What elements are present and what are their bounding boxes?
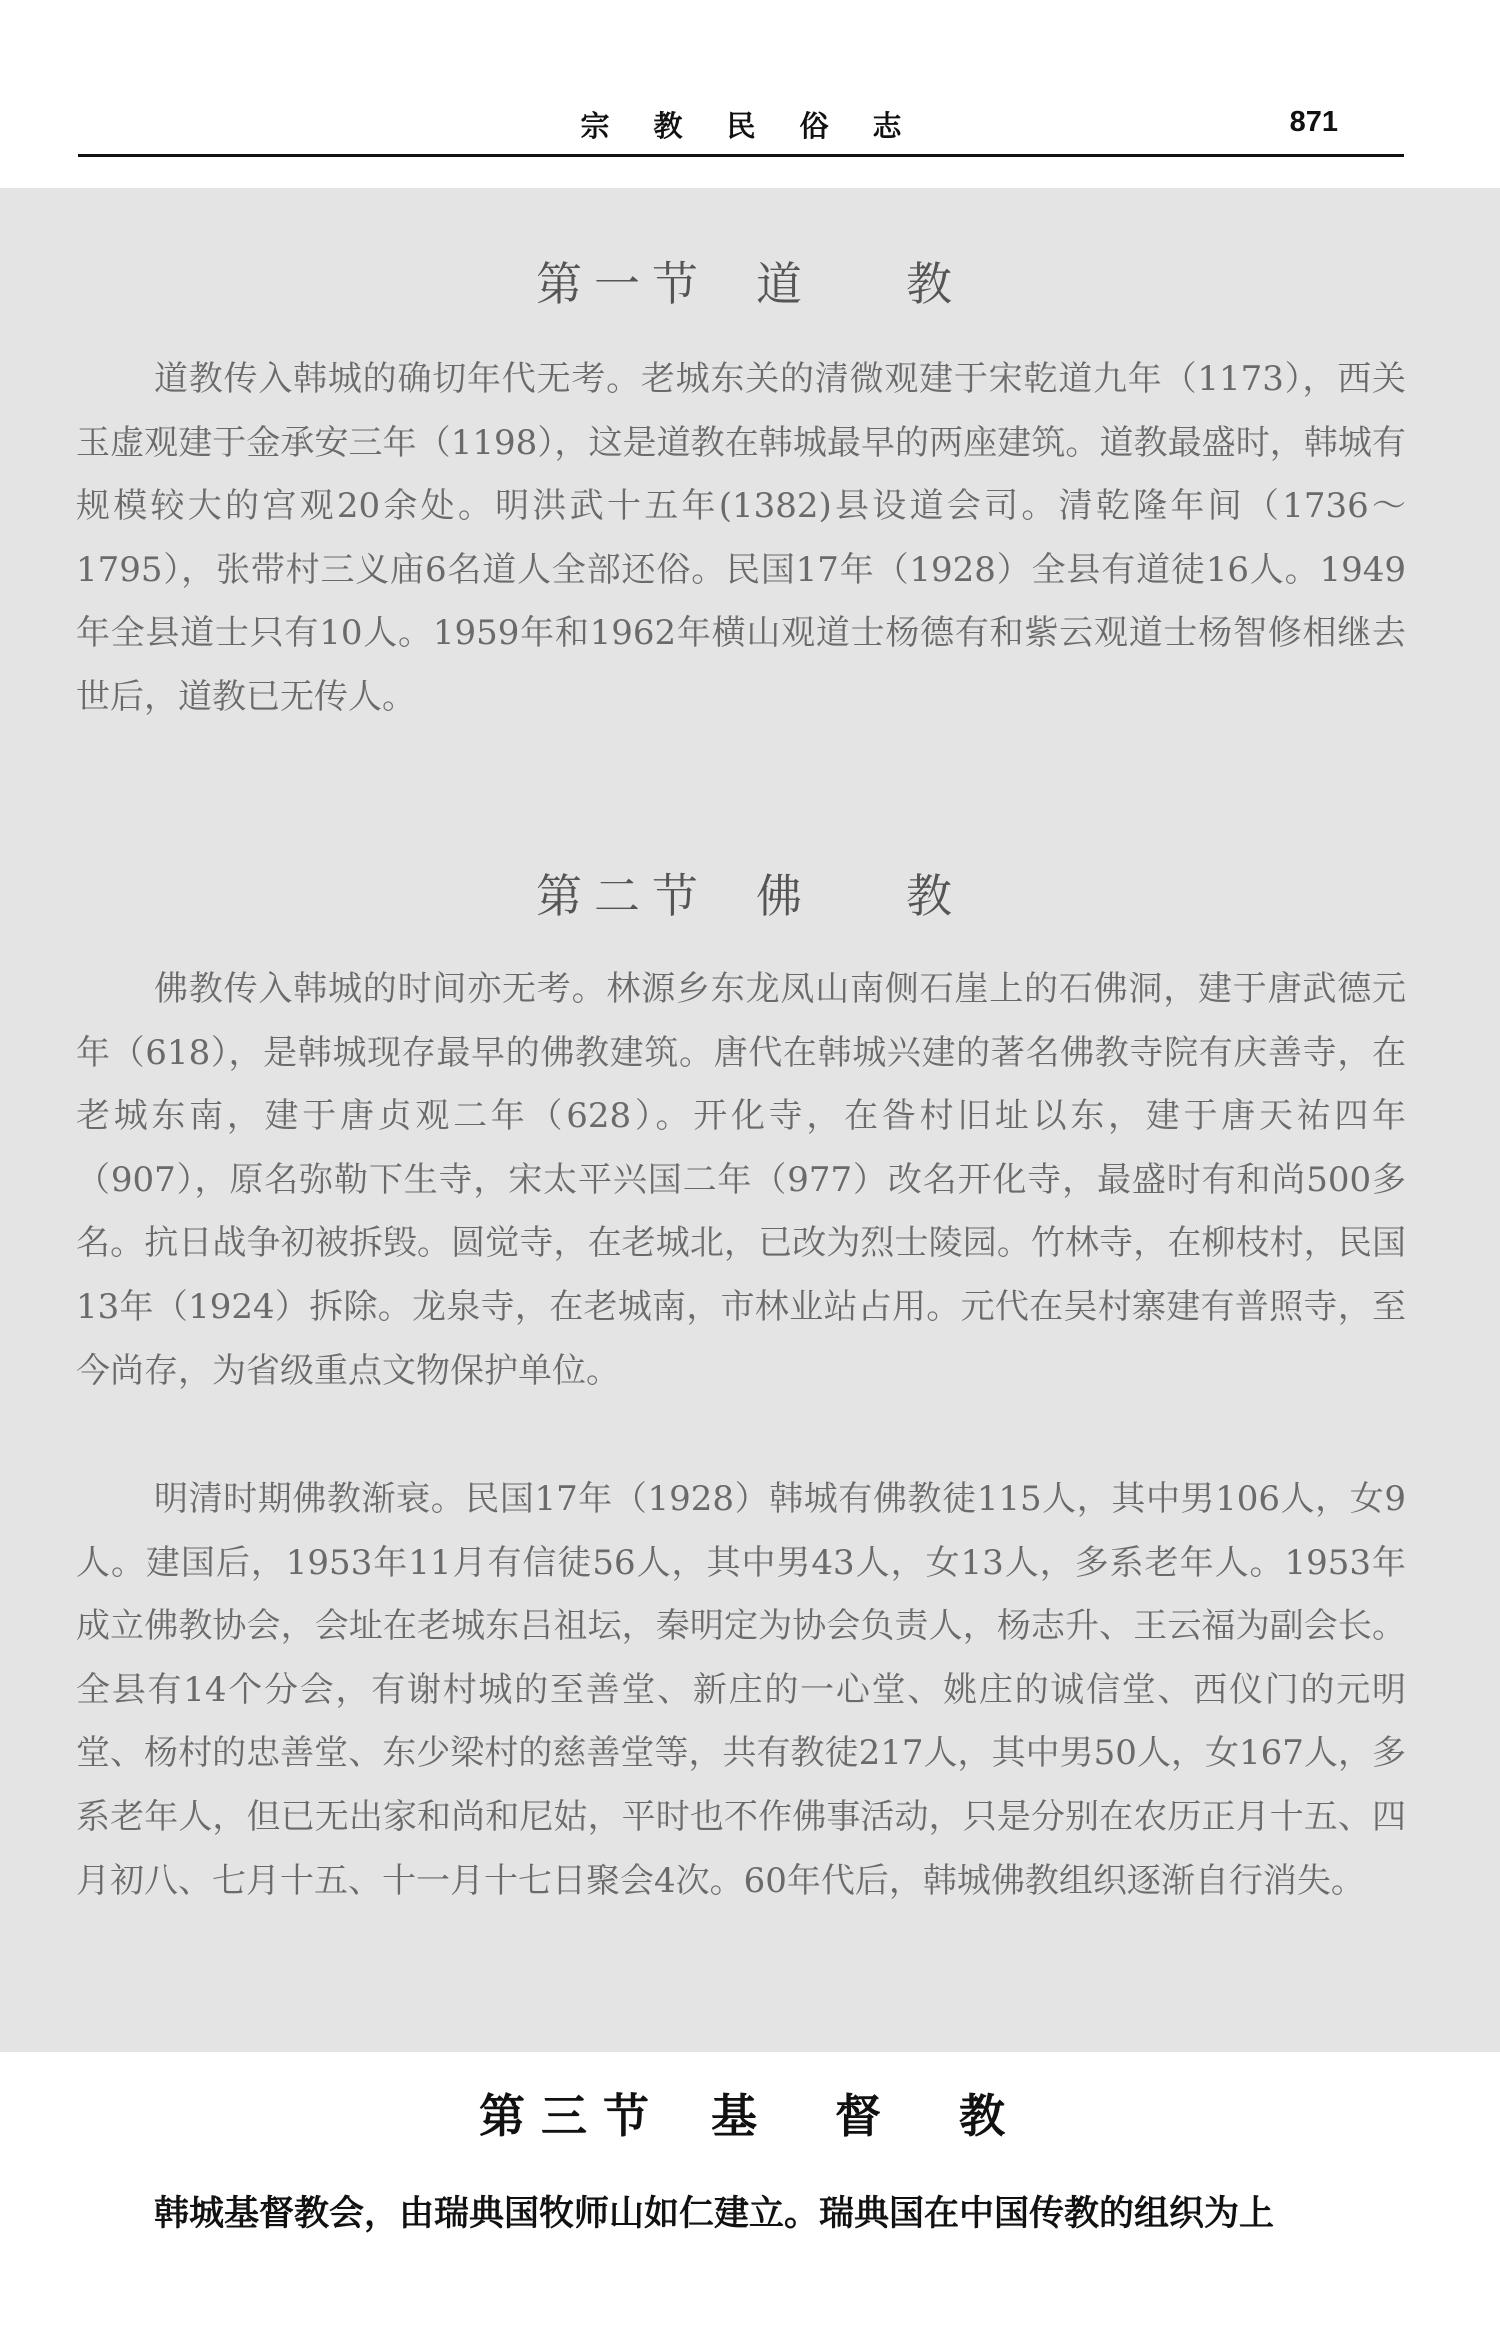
section-title-char: 道 xyxy=(756,257,814,311)
running-title: 宗教民俗志 xyxy=(580,109,946,143)
section-title-char: 教 xyxy=(906,869,964,923)
section-number: 第三节 xyxy=(479,2089,665,2143)
paragraph-buddhism-2: 明清时期佛教渐衰。民国17年（1928）韩城有佛教徒115人，其中男106人，女9人。建国后，1953年11月有信徒56人，其中男43人，女13人，多系老年人。1953年成立佛教协会，会址在老城东吕祖坛，秦明定为协会负责人，杨志升、王云福为副会长。全县有14个分会，有谢村城的至善堂、新庄的一心堂、姚庄的诚信堂、西仪门的元明堂、杨村的忠善堂、东少梁村的慈善堂等，共有教徒217人，其中男50人，女167人，多系老年人，但已无出家和尚和尼姑，平时也不作佛事活动，只是分别在农历正月十五、四月初八、七月十五、十一月十七日聚会4次。60年代后，韩城佛教组织逐渐自行消失。 xyxy=(76,1479,1406,1901)
section-title-char: 佛 xyxy=(756,869,814,923)
header-rule xyxy=(78,154,1404,157)
section-title-buddhism xyxy=(0,860,1500,926)
section-title-char: 基 xyxy=(711,2089,773,2143)
section-number: 第二节 xyxy=(536,869,710,923)
paragraph-buddhism-1: 佛教传入韩城的时间亦无考。林源乡东龙凤山南侧石崖上的石佛洞，建于唐武德元年（618），是韩城现存最早的佛教建筑。唐代在韩城兴建的著名佛教寺院有庆善寺，在老城东南，建于唐贞观二年（628）。开化寺，在昝村旧址以东，建于唐天祐四年（907），原名弥勒下生寺，宋太平兴国二年（977）改名开化寺，最盛时有和尚500多名。抗日战争初被拆毁。圆觉寺，在老城北，已改为烈士陵园。竹林寺，在柳枝村，民国13年（1924）拆除。龙泉寺，在老城南，市林业站占用。元代在吴村寨建有普照寺，至今尚存，为省级重点文物保护单位。 xyxy=(76,969,1406,1391)
section-number: 第一节 xyxy=(536,257,710,311)
paragraph-christianity: 韩城基督教会，由瑞典国牧师山如仁建立。瑞典国在中国传教的组织为上 xyxy=(154,2194,1275,2234)
running-header xyxy=(78,100,1404,146)
section-title-char: 教 xyxy=(906,257,964,311)
highlighted-region xyxy=(0,188,1500,2052)
page-number: 871 xyxy=(1289,106,1338,138)
section-title-christianity xyxy=(0,2080,1500,2146)
section-title-daoism xyxy=(0,248,1500,314)
section-title-char: 教 xyxy=(959,2089,1021,2143)
section-title-char: 督 xyxy=(835,2089,897,2143)
paragraph-daoism: 道教传入韩城的确切年代无考。老城东关的清微观建于宋乾道九年（1173），西关玉虚观建于金承安三年（1198），这是道教在韩城最早的两座建筑。道教最盛时，韩城有规模较大的宫观20余处。明洪武十五年(1382)县设道会司。清乾隆年间（1736～1795），张带村三义庙6名道人全部还俗。民国17年（1928）全县有道徒16人。1949年全县道士只有10人。1959年和1962年横山观道士杨德有和紫云观道士杨智修相继去世后，道教已无传人。 xyxy=(76,359,1406,717)
